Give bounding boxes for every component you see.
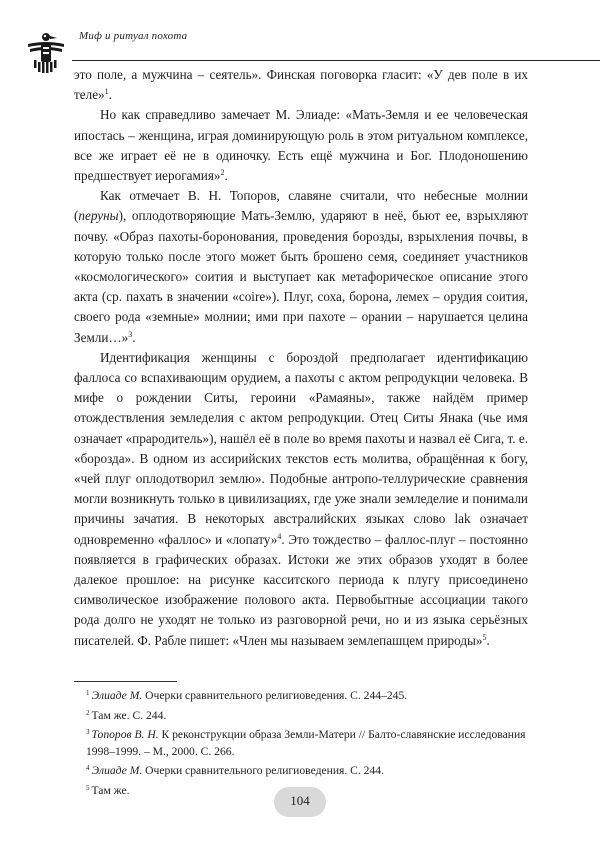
- footnote-author: Топоров В. Н.: [91, 728, 159, 741]
- text-run: .: [224, 168, 228, 184]
- footnote-text: Очерки сравнительного религиоведения. С. 244–245.: [142, 689, 408, 702]
- text-run: . Это тождество – фаллос-плуг – постоянно появляется в графических образах. Истоки же этих образов уходят в более далекое прошлое: на рисунке касситского периода к плугу присоединено символическое изображение полового акта. Первобытные ассоциации такого рода долго не уходят не только из разговорной речи, но и из языка серьёзных писателей. Ф. Рабле пишет: «Член мы называем землепашцем природы»: [74, 531, 528, 648]
- text-run: Но как справедливо замечает М. Элиаде: «Мать-Земля и ее человеческая ипостась – женщина, играя доминирующую роль в этом ритуальном комплексе, все же играет её не в одиночку. Есть ещё мужчина и Бог. Плодоношению предшествует иерогамия»: [74, 107, 528, 184]
- paragraph: [74, 186, 528, 348]
- bird-ornament-icon: [26, 30, 66, 74]
- footnote-number: 5: [86, 783, 90, 792]
- page-number-badge: [274, 787, 326, 817]
- footnote-separator: [74, 681, 177, 682]
- footnote-ref: 3: [128, 329, 133, 339]
- text-run: это поле, а мужчина – сеятель». Финская поговорка гласит: «У дев поле в их теле»: [74, 67, 528, 103]
- page-number: 104: [290, 793, 310, 808]
- text-run: Как отмечает В. Н. Топоров, славяне считали, что небесные молнии (: [74, 188, 528, 224]
- text-run: .: [108, 87, 112, 103]
- footnote-ref: 4: [277, 531, 282, 541]
- footnote-ref: 2: [220, 168, 225, 178]
- footnote-text: Там же. С. 244.: [91, 708, 167, 722]
- text-run: .: [132, 329, 136, 345]
- footnote: [74, 705, 528, 725]
- footnote-number: 1: [86, 689, 90, 697]
- footnotes: [74, 685, 528, 799]
- text-run: .: [486, 632, 490, 648]
- footnote-text: Очерки сравнительного религиоведения. С. 244.: [142, 764, 384, 777]
- paragraph: [74, 65, 528, 105]
- paragraph: [74, 348, 528, 651]
- footnote: [74, 724, 528, 760]
- italic-term: перуны: [78, 208, 119, 224]
- footnote: [74, 685, 528, 705]
- footnote-ref: 5: [482, 632, 487, 642]
- footnote: [74, 760, 528, 780]
- text-run: Идентификация женщины с бороздой предполагает идентификацию фаллоса со вспахивающим орудием, а пахоты с актом репродукции человека. В мифе о рождении Ситы, героини «Рамаяны», также найдём пример отождествления земледелия с актом репродукции. Отец Ситы Янака (чье имя означает «прародитель»), нашёл её в поле во время пахоты и назвал её Сига, т. е. «борозда». В одном из ассирийских текстов есть молитва, обращённая к богу, «чей плуг оплодотворил землю». Подобные антропо-теллурические сравнения могли возникнуть только в цивилизациях, где уже знали земледелие и понимали причины зачатия. В некоторых австралийских языках слово lak означает одновременно «фаллос» и «лопату»: [74, 349, 528, 547]
- footnote-text: К реконструкции образа Земли-Матери // Балто-славянские исследования 1998–1999. – М., 2000. С. 266.: [86, 728, 526, 758]
- footnote-author: Элиаде М.: [91, 689, 143, 702]
- footnote-number: 3: [86, 728, 90, 736]
- main-text: [74, 65, 528, 651]
- running-title: Миф и ритуал похота: [79, 30, 188, 42]
- footnote-author: Элиаде М.: [91, 764, 143, 777]
- footnote-ref: 1: [104, 87, 109, 97]
- text-run: ), оплодотворяющие Мать-Землю, ударяют в неё, бьют ее, взрыхляют почву. «Образ пахоты-боронования, проведения борозды, взрыхления почвы, в которую только после этого может быть брошено семя, соединяет участников «космологического» соития и выступает как метафорическое описание этого акта (ср. пахать в значении «coire»). Плуг, соха, борона, лемех – орудия соития, своего рода «земные» молнии; ими при пахоте – орании – нарушается целина Земли…»: [74, 208, 528, 345]
- footnote-number: 4: [86, 764, 90, 772]
- page-header: [0, 0, 600, 70]
- paragraph: [74, 105, 528, 186]
- footnote-number: 2: [86, 708, 90, 717]
- footnote-text: Там же.: [91, 783, 130, 797]
- header-rule: [72, 60, 600, 61]
